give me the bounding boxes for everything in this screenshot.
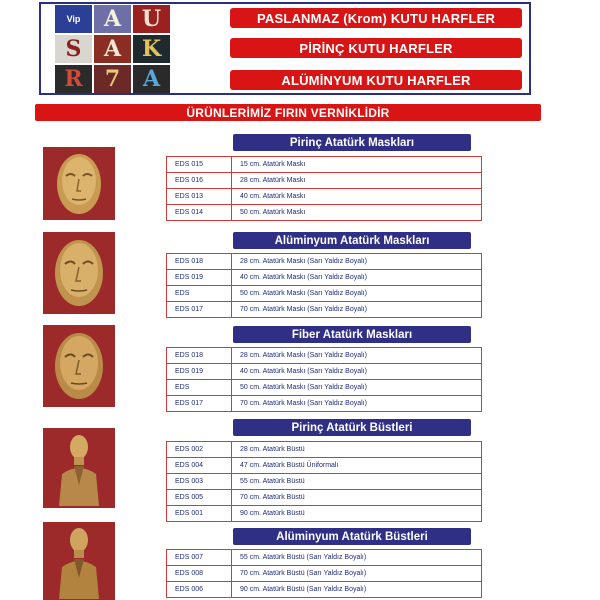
product-desc: 40 cm. Atatürk Maskı (Sarı Yaldız Boyalı) <box>232 364 482 380</box>
bust-icon <box>54 523 104 599</box>
table-row[interactable] <box>167 474 482 490</box>
product-desc: 50 cm. Atatürk Maskı (Sarı Yaldız Boyalı) <box>232 286 482 302</box>
bust-photo <box>43 428 115 508</box>
product-code: EDS 008 <box>167 566 232 582</box>
table-row[interactable] <box>167 550 482 566</box>
letter-tile: U <box>133 5 170 33</box>
product-table <box>166 441 482 522</box>
product-code: EDS 006 <box>167 582 232 598</box>
section-title: Pirinç Atatürk Maskları <box>233 134 471 151</box>
varnish-banner: ÜRÜNLERİMİZ FIRIN VERNİKLİDİR <box>35 104 541 121</box>
product-desc: 28 cm. Atatürk Büstü <box>232 442 482 458</box>
link-stainless-box-letters[interactable]: PASLANMAZ (Krom) KUTU HARFLER <box>230 8 522 28</box>
link-brass-box-letters[interactable]: PİRİNÇ KUTU HARFLER <box>230 38 522 58</box>
product-code: EDS 017 <box>167 396 232 412</box>
product-code: EDS 016 <box>167 173 232 189</box>
table-row[interactable] <box>167 157 482 173</box>
section-title: Alüminyum Atatürk Büstleri <box>233 528 471 545</box>
table-row[interactable] <box>167 380 482 396</box>
letter-tile: A <box>133 65 170 93</box>
table-row[interactable] <box>167 348 482 364</box>
table-row[interactable] <box>167 364 482 380</box>
product-desc: 15 cm. Atatürk Maskı <box>232 157 482 173</box>
table-row[interactable] <box>167 286 482 302</box>
table-row[interactable] <box>167 254 482 270</box>
table-row[interactable] <box>167 270 482 286</box>
product-code: EDS 001 <box>167 506 232 522</box>
product-desc: 70 cm. Atatürk Büstü <box>232 490 482 506</box>
bust-photo <box>43 522 115 600</box>
product-desc: 70 cm. Atatürk Büstü (Sarı Yaldız Boyalı) <box>232 566 482 582</box>
table-row[interactable] <box>167 582 482 598</box>
table-row[interactable] <box>167 205 482 221</box>
letter-tile: S <box>55 35 92 63</box>
mask-icon <box>53 151 105 217</box>
section-title: Fiber Atatürk Maskları <box>233 326 471 343</box>
product-table <box>166 347 482 412</box>
product-desc: 70 cm. Atatürk Maskı (Sarı Yaldız Boyalı) <box>232 302 482 318</box>
product-code: EDS <box>167 380 232 396</box>
product-desc: 55 cm. Atatürk Büstü <box>232 474 482 490</box>
letter-tile: K <box>133 35 170 63</box>
letter-tile: A <box>94 5 131 33</box>
product-desc: 70 cm. Atatürk Maskı (Sarı Yaldız Boyalı) <box>232 396 482 412</box>
product-desc: 90 cm. Atatürk Büstü <box>232 506 482 522</box>
section-title: Pirinç Atatürk Büstleri <box>233 419 471 436</box>
table-row[interactable] <box>167 173 482 189</box>
product-desc: 47 cm. Atatürk Büstü Üniformalı <box>232 458 482 474</box>
product-table <box>166 549 482 598</box>
product-table <box>166 253 482 318</box>
letter-tile: Vip <box>55 5 92 33</box>
table-row[interactable] <box>167 442 482 458</box>
letter-tiles-logo <box>55 5 170 93</box>
product-code: EDS 003 <box>167 474 232 490</box>
product-code: EDS 019 <box>167 270 232 286</box>
letter-tile: 7 <box>94 65 131 93</box>
product-code: EDS 013 <box>167 189 232 205</box>
product-desc: 90 cm. Atatürk Büstü (Sarı Yaldız Boyalı) <box>232 582 482 598</box>
letter-tile: A <box>94 35 131 63</box>
product-code: EDS 015 <box>167 157 232 173</box>
table-row[interactable] <box>167 566 482 582</box>
product-code: EDS 018 <box>167 348 232 364</box>
product-desc: 50 cm. Atatürk Maskı <box>232 205 482 221</box>
product-code: EDS 018 <box>167 254 232 270</box>
section-title: Alüminyum Atatürk Maskları <box>233 232 471 249</box>
product-code: EDS 014 <box>167 205 232 221</box>
product-table <box>166 156 482 221</box>
product-desc: 28 cm. Atatürk Maskı (Sarı Yaldız Boyalı) <box>232 254 482 270</box>
product-desc: 55 cm. Atatürk Büstü (Sarı Yaldız Boyalı) <box>232 550 482 566</box>
product-code: EDS 019 <box>167 364 232 380</box>
product-code: EDS <box>167 286 232 302</box>
mask-photo <box>43 147 115 220</box>
mask-photo <box>43 325 115 407</box>
mask-photo <box>43 232 115 314</box>
bust-icon <box>54 430 104 506</box>
product-code: EDS 017 <box>167 302 232 318</box>
product-desc: 40 cm. Atatürk Maskı (Sarı Yaldız Boyalı) <box>232 270 482 286</box>
product-desc: 40 cm. Atatürk Maskı <box>232 189 482 205</box>
table-row[interactable] <box>167 189 482 205</box>
product-code: EDS 005 <box>167 490 232 506</box>
table-row[interactable] <box>167 458 482 474</box>
table-row[interactable] <box>167 506 482 522</box>
product-code: EDS 002 <box>167 442 232 458</box>
mask-icon <box>51 236 107 310</box>
letter-tile: R <box>55 65 92 93</box>
product-code: EDS 004 <box>167 458 232 474</box>
product-desc: 28 cm. Atatürk Maskı <box>232 173 482 189</box>
product-desc: 28 cm. Atatürk Maskı (Sarı Yaldız Boyalı) <box>232 348 482 364</box>
table-row[interactable] <box>167 302 482 318</box>
mask-icon <box>51 329 107 403</box>
product-desc: 50 cm. Atatürk Maskı (Sarı Yaldız Boyalı) <box>232 380 482 396</box>
table-row[interactable] <box>167 396 482 412</box>
product-code: EDS 007 <box>167 550 232 566</box>
link-aluminium-box-letters[interactable]: ALÜMİNYUM KUTU HARFLER <box>230 70 522 90</box>
table-row[interactable] <box>167 490 482 506</box>
